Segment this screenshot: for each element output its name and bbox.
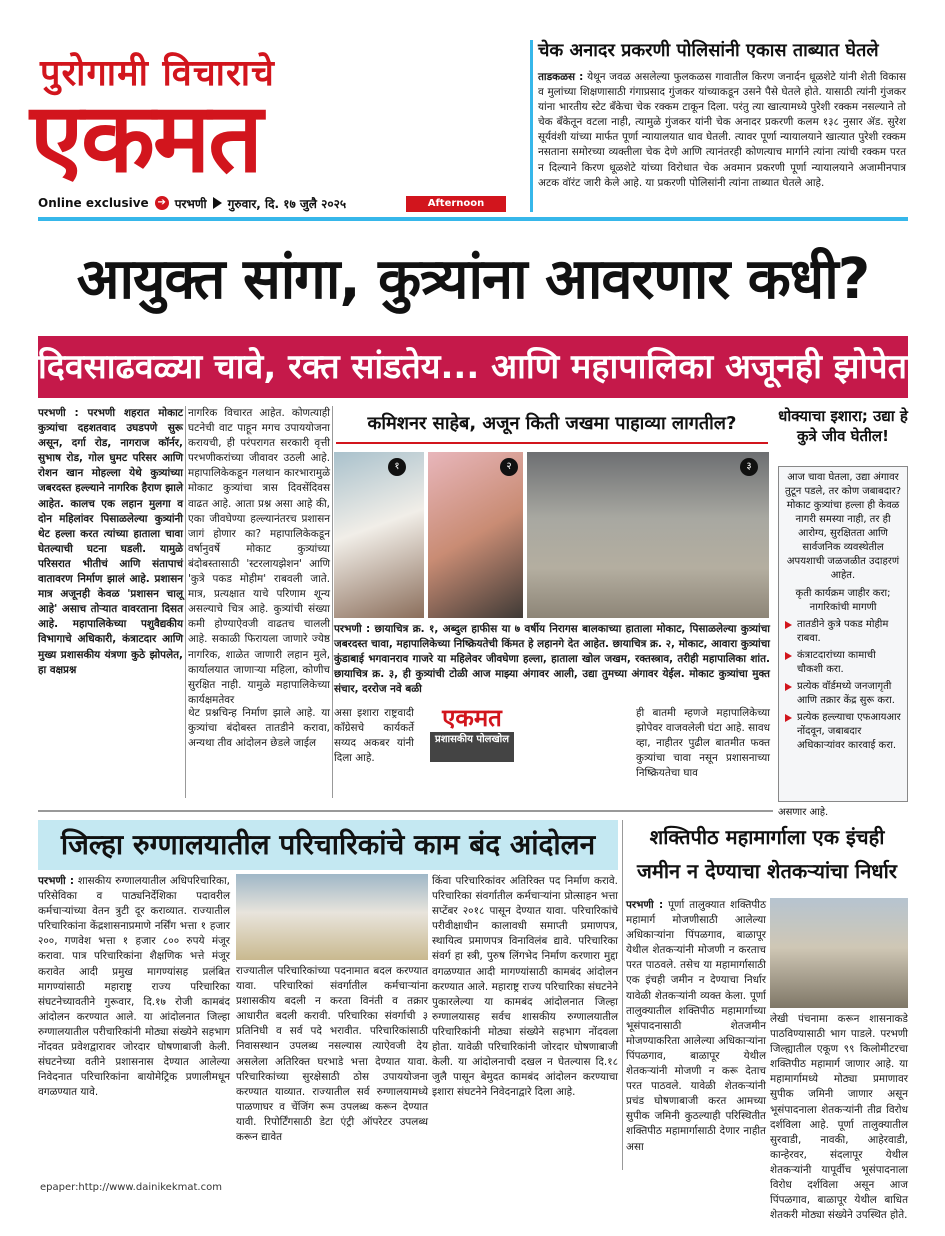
online-label: Online exclusive bbox=[38, 196, 149, 210]
farm-story-headline: शक्तिपीठ महामार्गाला एक इंचही जमीन न देण्याचा शेतकऱ्यांचा निर्धार bbox=[637, 825, 897, 883]
ekmat-stamp-logo: एकमत bbox=[418, 704, 526, 732]
photo-stray-dogs bbox=[527, 452, 769, 618]
masthead-logo: एकमत bbox=[30, 81, 261, 194]
photo-caption: परभणी : छायाचित्र क्र. १, अब्दुल हाफीस या ७ वर्षीय निरागस बालकाच्या हाताला मोकाट, पिसाळलेल्या कुत्र्यांचा जबरदस्त चावा, महापालिकेच्या निष्क्रियतेची किंमत हे लहानगे देत आहेत. छायाचित्र क्र. २, मोकाट, आवारा कुत्र्यांचा कुंडाबाई भगवानराव गाजरे या महिलेवर जीवघेणा हल्ला, हाताला खोल जखम, रक्तस्त्राव, तरीही महापालिका शांत. छायाचित्र क्र. ३, ही कुत्र्यांची टोळी आज माझ्या अंगावर आली, उद्या तुमच्या अंगावर येईल. मोकाट कुत्र्यांचा मुक्त संचार, दररोज नवे बळी bbox=[334, 623, 770, 696]
top-story-headline: चेक अनादर प्रकरणी पोलिसांनी एकास ताब्यात घेतले bbox=[538, 40, 879, 61]
nurse-col-3: किंवा परिचारिकांवर अतिरिक्त पद निर्माण करावे. परिचारिका संवर्गातील कर्मचाऱ्यांना प्रोत्साहन भत्ता सप्टेंबर २०१८ पासून देण्यात यावा. परिचारिकांचे परीवीक्षाधीन कालावधी समाप्ती प्रमाणपत्र, स्थायित्व प्रमाणपत्र विनाविलंब द्यावे. परिचारिका संवर्ग हा स्त्री, पुरुष लिंगभेद निर्माण करणारा मुद्दा वगळण्यात आदी मागण्यांसाठी कामबंद आंदोलन करण्यात आले. महाराष्ट्र राज्य परिचारिका संघटनेने पुकारलेल्या या कामबंद आंदोलनात जिल्हा रुग्णालयासह सर्वच शासकीय रुग्णालयातील परिचारिकांनी मोठ्या संख्येने सहभाग नोंदवला होता. यावेळी परिचारिकांनी जोरदार घोषणाबाजी केली. या आंदोलनाची दखल न घेतल्यास दि.१८ जुलै पासून बेमुदत कामबंद आंदोलन करण्याचा इशारा संघटनेने निवेदनाद्वारे दिला आहे. bbox=[432, 875, 618, 1099]
photo-nurses-protest bbox=[236, 874, 428, 960]
farm-dateline: परभणी : bbox=[626, 899, 664, 911]
photo-number-badge: ३ bbox=[740, 458, 758, 476]
sidebar-end-text: असणार आहे. bbox=[778, 807, 829, 818]
main-col-5-continued: ही बातमी म्हणजे महापालिकेच्या झोपेवर वाजवलेली घंटा आहे. सावध व्हा, नाहीतर पुढील बातमीत फक्त कुत्र्यांचा चावा नसून प्रशासनाच्या निष्क्रियतेचा घाव bbox=[636, 707, 770, 780]
photo-number-badge: १ bbox=[388, 458, 406, 476]
sidebar-list-title: कृती कार्यक्रम जाहीर करा; नागरिकांची मागणी bbox=[795, 588, 891, 613]
sidebar-box bbox=[778, 466, 908, 802]
main-dateline: परभणी : bbox=[38, 407, 79, 419]
main-col-3-continued: असा इशारा राष्ट्रवादी काँग्रेसचे कार्यकर्ते सय्यद अकबर यांनी दिला आहे. bbox=[334, 707, 414, 765]
photo-number-badge: २ bbox=[500, 458, 518, 476]
masthead-rule bbox=[38, 217, 908, 221]
photo-injured-boy bbox=[334, 452, 424, 618]
main-col-2-continued: थेट प्रश्नचिन्ह निर्माण झाले आहे. या कुत्र्यांचा बंदोबस्त तातडीने करावा, अन्यथा तीव आंदोलन छेडले जाईल bbox=[188, 707, 330, 750]
farm-col-1 bbox=[626, 898, 766, 1170]
update-badge: Afternoon bbox=[406, 196, 506, 212]
sidebar-list-item: प्रत्येक वॉर्डमध्ये जनजागृती आणि तक्रार केंद्र सुरू करा. bbox=[785, 680, 901, 708]
photo-title: कमिशनर साहेब, अजून किती जखमा पाहाव्या लागतील? bbox=[336, 406, 768, 444]
edition-city: परभणी bbox=[174, 196, 207, 211]
arrow-right-icon: ➔ bbox=[155, 196, 169, 210]
sidebar-headline: धोक्याचा इशारा; उद्या हे कुत्रे जीव घेतील! bbox=[778, 407, 908, 445]
masthead-tagline: पुरोगामी विचाराचे bbox=[40, 52, 275, 94]
main-col-1 bbox=[38, 406, 183, 798]
triangle-right-icon bbox=[213, 197, 222, 209]
top-story-text: येथून जवळ असलेल्या फुलकळस गावातील किरण जनार्दन धूळशेटे यांनी शेती विकास व मुलांच्या शिक्षणासाठी गंगाप्रसाद गुंजकर यांच्याकडून उसने पैसे घेतले होते. यासाठी त्यांनी गुंजकर यांना भारतीय स्टेट बँकेचा चेक रक्कम टाकून दिला. परंतु त्या खात्यामध्ये पुरेशी रक्कम नसल्याने तो चेक बँकेतून वटला नाही, त्यामुळे गुंजकर यांनी चेक अनादर प्रकरणी कलम १३८ नुसार ॲड. सुरेश सूर्यवंशी यांच्या मार्फत पूर्णा न्यायालयात धाव घेतली. त्यावर पूर्णा न्यायालयाने खात्यात पुरेशी रक्कम नसताना समोरच्या व्यक्तीला चेक देणे आणि त्यानंतरही कोणत्याच मार्गाने त्यांना त्यांची रक्कम परत न दिल्याने किरण धूळशेटे यांच्या विरोधात चेक अवमान प्रकरणी पूर्णा न्यायालयाने अजामीनपात्र अटक वॉरंट जारी केले आहे. या प्रकरणी पोलिसांनी त्यांना ताब्यात घेतले आहे. bbox=[538, 71, 906, 189]
ekmat-stamp-tag: प्रशासकीय पोलखोल bbox=[430, 732, 514, 762]
farm-col-1-text: पूर्णा तालुक्यात शक्तिपीठ महामार्ग मोजणीसाठी आलेल्या अधिकाऱ्यांना पिंपळगाव, बाळापूर येथील शेतकऱ्यांनी मोजणी न करताच परत पाठवले. तसेच या महामार्गासाठी एक इंचही जमीन न देण्याचा निर्धार यावेळी शेतकऱ्यांनी व्यक्त केला. पूर्णा तालुक्यातील शक्तिपीठ महामार्गाच्या भूसंपादनासाठी शेतजमीन मोजण्याकरिता आलेल्या अधिकाऱ्यांना पिंपळगाव, बाळापूर येथील शेतकऱ्यांनी मोजणी न करू देताच परत पाठवले. यावेळी शेतकऱ्यांनी प्रचंड घोषणाबाजी करत आमच्या सुपीक जमिनी कुठल्याही परिस्थितीत शक्तिपीठ महामार्गासाठी देणार नाहीत असा bbox=[626, 899, 767, 1153]
col-divider bbox=[332, 406, 333, 798]
sidebar-list-item: तातडीने कुत्रे पकड मोहीम राबवा. bbox=[785, 618, 901, 646]
col-divider bbox=[185, 406, 186, 798]
top-story-body bbox=[538, 70, 906, 210]
photo-farmers bbox=[770, 898, 908, 1008]
main-col-2: नागरिक विचारत आहेत. कोणत्याही घटनेची वाट पाहून मगच उपाययोजना करायची, ही परंपरागत सरकारी वृत्ती परभणीकरांच्या जीवावर उठली आहे. महापालिकेकडून गलथान कारभारामुळे मोकाट कुत्र्यांचा त्रास दिवसेंदिवस वाढत आहे. आता प्रश्न असा आहे की, एका जीवघेण्या हल्ल्यानंतरच प्रशासन जागं होणार का? महापालिकेकडून वर्षानुवर्षे मोकाट कुत्र्यांच्या बंदोबस्तासाठी 'स्टरलायझेशन' आणि 'कुत्रे पकड मोहीम' राबवली जाते. मात्र, प्रत्यक्षात याचे परिणाम शून्य असल्याचे चित्र आहे. कुत्र्यांची संख्या कमी होण्याऐवजी वाढतच चालली आहे. सकाळी फिरायला जाणारे ज्येष्ठ नागरिक, शाळेत जाणारी लहान मुले, कार्यालयात जाणाऱ्या महिला, कोणीच सुरक्षित नाही. यामुळे महापालिकेच्या कार्यक्षमतेवर bbox=[188, 407, 330, 706]
sidebar-list-item: प्रत्येक हल्ल्याचा एफआयआर नोंदवून, जबाबदार अधिकाऱ्यांवर कारवाई करा. bbox=[785, 711, 901, 753]
main-col-1-text: परभणी शहरात मोकाट कुत्र्यांचा दहशतवाद उघडपणे सुरू असून, दर्गा रोड, नागराज कॉर्नर, सुभाष रोड, गोल घुमट परिसर आणि रोशन खान मोहल्ला येथे कुत्र्यांच्या जबरदस्त हल्ल्याने नागरिक हैराण झाले आहेत. कालच एक लहान मुलगा व दोन महिलांवर पिसाळलेल्या कुत्र्यांनी थेट हल्ला करत त्यांच्या हाताला चावा घेतल्याची घटना घडली. यामुळे परिसरात भीतीचं आणि संतापाचं वातावरण निर्माण झालं आहे. प्रशासन मात्र अजूनही केवळ 'प्रशासन चालू आहे' असाच तोऱ्यात वावरताना दिसत आहे. महापालिकेच्या पशुवैद्यकीय विभागाचे अधिकारी, कंत्राटदार आणि मुख्य प्रशासकीय यंत्रणा कुठे झोपलेत, हा वक्षप्रश्न bbox=[38, 407, 184, 676]
photo-injured-hand bbox=[428, 452, 523, 618]
section-rule bbox=[38, 810, 773, 812]
sidebar-list-item: कंत्राटदारांच्या कामाची चौकशी करा. bbox=[785, 649, 901, 677]
sidebar-intro: आज चावा घेतला, उद्या अंगावर तुटून पडले, तर कोण जबाबदार? मोकाट कुत्र्यांचा हल्ला ही केवळ नागरी समस्या नाही, तर ही आरोग्य, सुरक्षितता आणि सार्वजनिक व्यवस्थेतील अपयशाची जळजळीत उदाहरणं आहेत. bbox=[785, 472, 902, 581]
nurse-story-headline: जिल्हा रुग्णालयातील परिचारिकांचे काम बंद आंदोलन bbox=[38, 820, 618, 870]
farm-col-2: लेखी पंचनामा करून शासनाकडे पाठविण्यासाठी भाग पाडले. परभणी जिल्ह्यातील एकूण ९९ किलोमीटरचा शक्तिपीठ महामार्ग जाणार आहे. या महामार्गामध्ये मोठ्या प्रमाणावर सुपीक जमिनी जाणार असून भूसंपादनाला शेतकऱ्यांनी तीव्र विरोध दर्शविला आहे. पूर्णा तालुक्यातील सुरवाडी, नावकी, आहेरवाडी, कान्हेरवर, संदलापूर येथील शेतकऱ्यांनी यापूर्वीच भूसंपादनाला विरोध दर्शविला असून आज पिंपळगाव, बाळापूर येथील बाधित शेतकरी मोठ्या संख्येने उपस्थित होते. bbox=[770, 1013, 908, 1222]
col-divider bbox=[622, 820, 623, 1170]
nurse-dateline: परभणी : bbox=[38, 875, 75, 887]
nurse-col-1 bbox=[38, 874, 230, 1170]
nurse-col-2: राज्यातील परिचारिकांच्या पदनामात बदल करण्यात यावा. परिचारिकां संवर्गातील कर्मचाऱ्यांना प्रशासकीय बदली न करता विनंती व तक्रार आधारीत बदली करावी. परिचारिका संवर्गाची ३ प्रतिनिधी व सर्व पदे भरावीत. परिचारिकांसाठी निवासस्थान उपलब्ध नसल्यास त्याऐवजी देय असलेला अतिरिक्त घरभाडे भत्ता देण्यात यावा. परिचारिकांच्या सुरक्षेसाठी ठोस उपाययोजना करण्यात याव्यात. राज्यातील सर्व रुग्णालयामध्ये पाळणाघर व चेंजिंग रूम उपलब्ध करून देण्यात यावी. रिपोर्टिंगसाठी डेटा एंट्री ऑपरेटर उपलब्ध करून द्यावेत bbox=[236, 965, 428, 1144]
main-headline: आयुक्त सांगा, कुत्र्यांना आवरणार कधी? bbox=[76, 247, 870, 312]
edition-date: गुरुवार, दि. १७ जुलै २०२५ bbox=[227, 196, 347, 211]
epaper-link[interactable]: epaper:http://www.dainikekmat.com bbox=[40, 1182, 222, 1193]
nurse-col-1-text: शासकीय रुग्णालयातील अधिपरिचारिका, परिसेविका व पाठ्यनिर्देशिका पदावरील कर्मचाऱ्यांच्या वेतन त्रुटी दूर कराव्यात. राज्यातील परिचारिकांना केंद्रशासनाप्रमाणे नर्सिंग भत्ता १ हजार २००, गणवेश भत्ता १ हजार ८०० रुपये मंजूर करावा. पात्र परिचारिकांना शैक्षणिक भत्ते मंजूर करावेत आदी प्रमुख मागण्यांसह प्रलंबित मागण्यांसाठी महाराष्ट्र राज्य परिचारिका संघटनेच्यावतीने गुरूवार, दि.१७ रोजी कामबंद आंदोलन करण्यात आले. या आंदोलनात जिल्हा रुग्णालयातील परीचारिकांनी मोठ्या संख्येने सहभाग नोंदवत प्रवेशद्वारावर जोरदार घोषणाबाजी केली. संघटनेच्या वतीने प्रशासनास देण्यात आलेल्या निवेदनात परिचारिकांना बायोमेट्रिक प्रणालीमधून वगळण्यात यावे. bbox=[38, 875, 230, 1099]
top-story-dateline: ताडकळस : bbox=[538, 71, 584, 83]
main-subheadline: दिवसाढवळ्या चावे, रक्त सांडतेय... आणि महापालिका अजूनही झोपेत! bbox=[38, 336, 908, 398]
